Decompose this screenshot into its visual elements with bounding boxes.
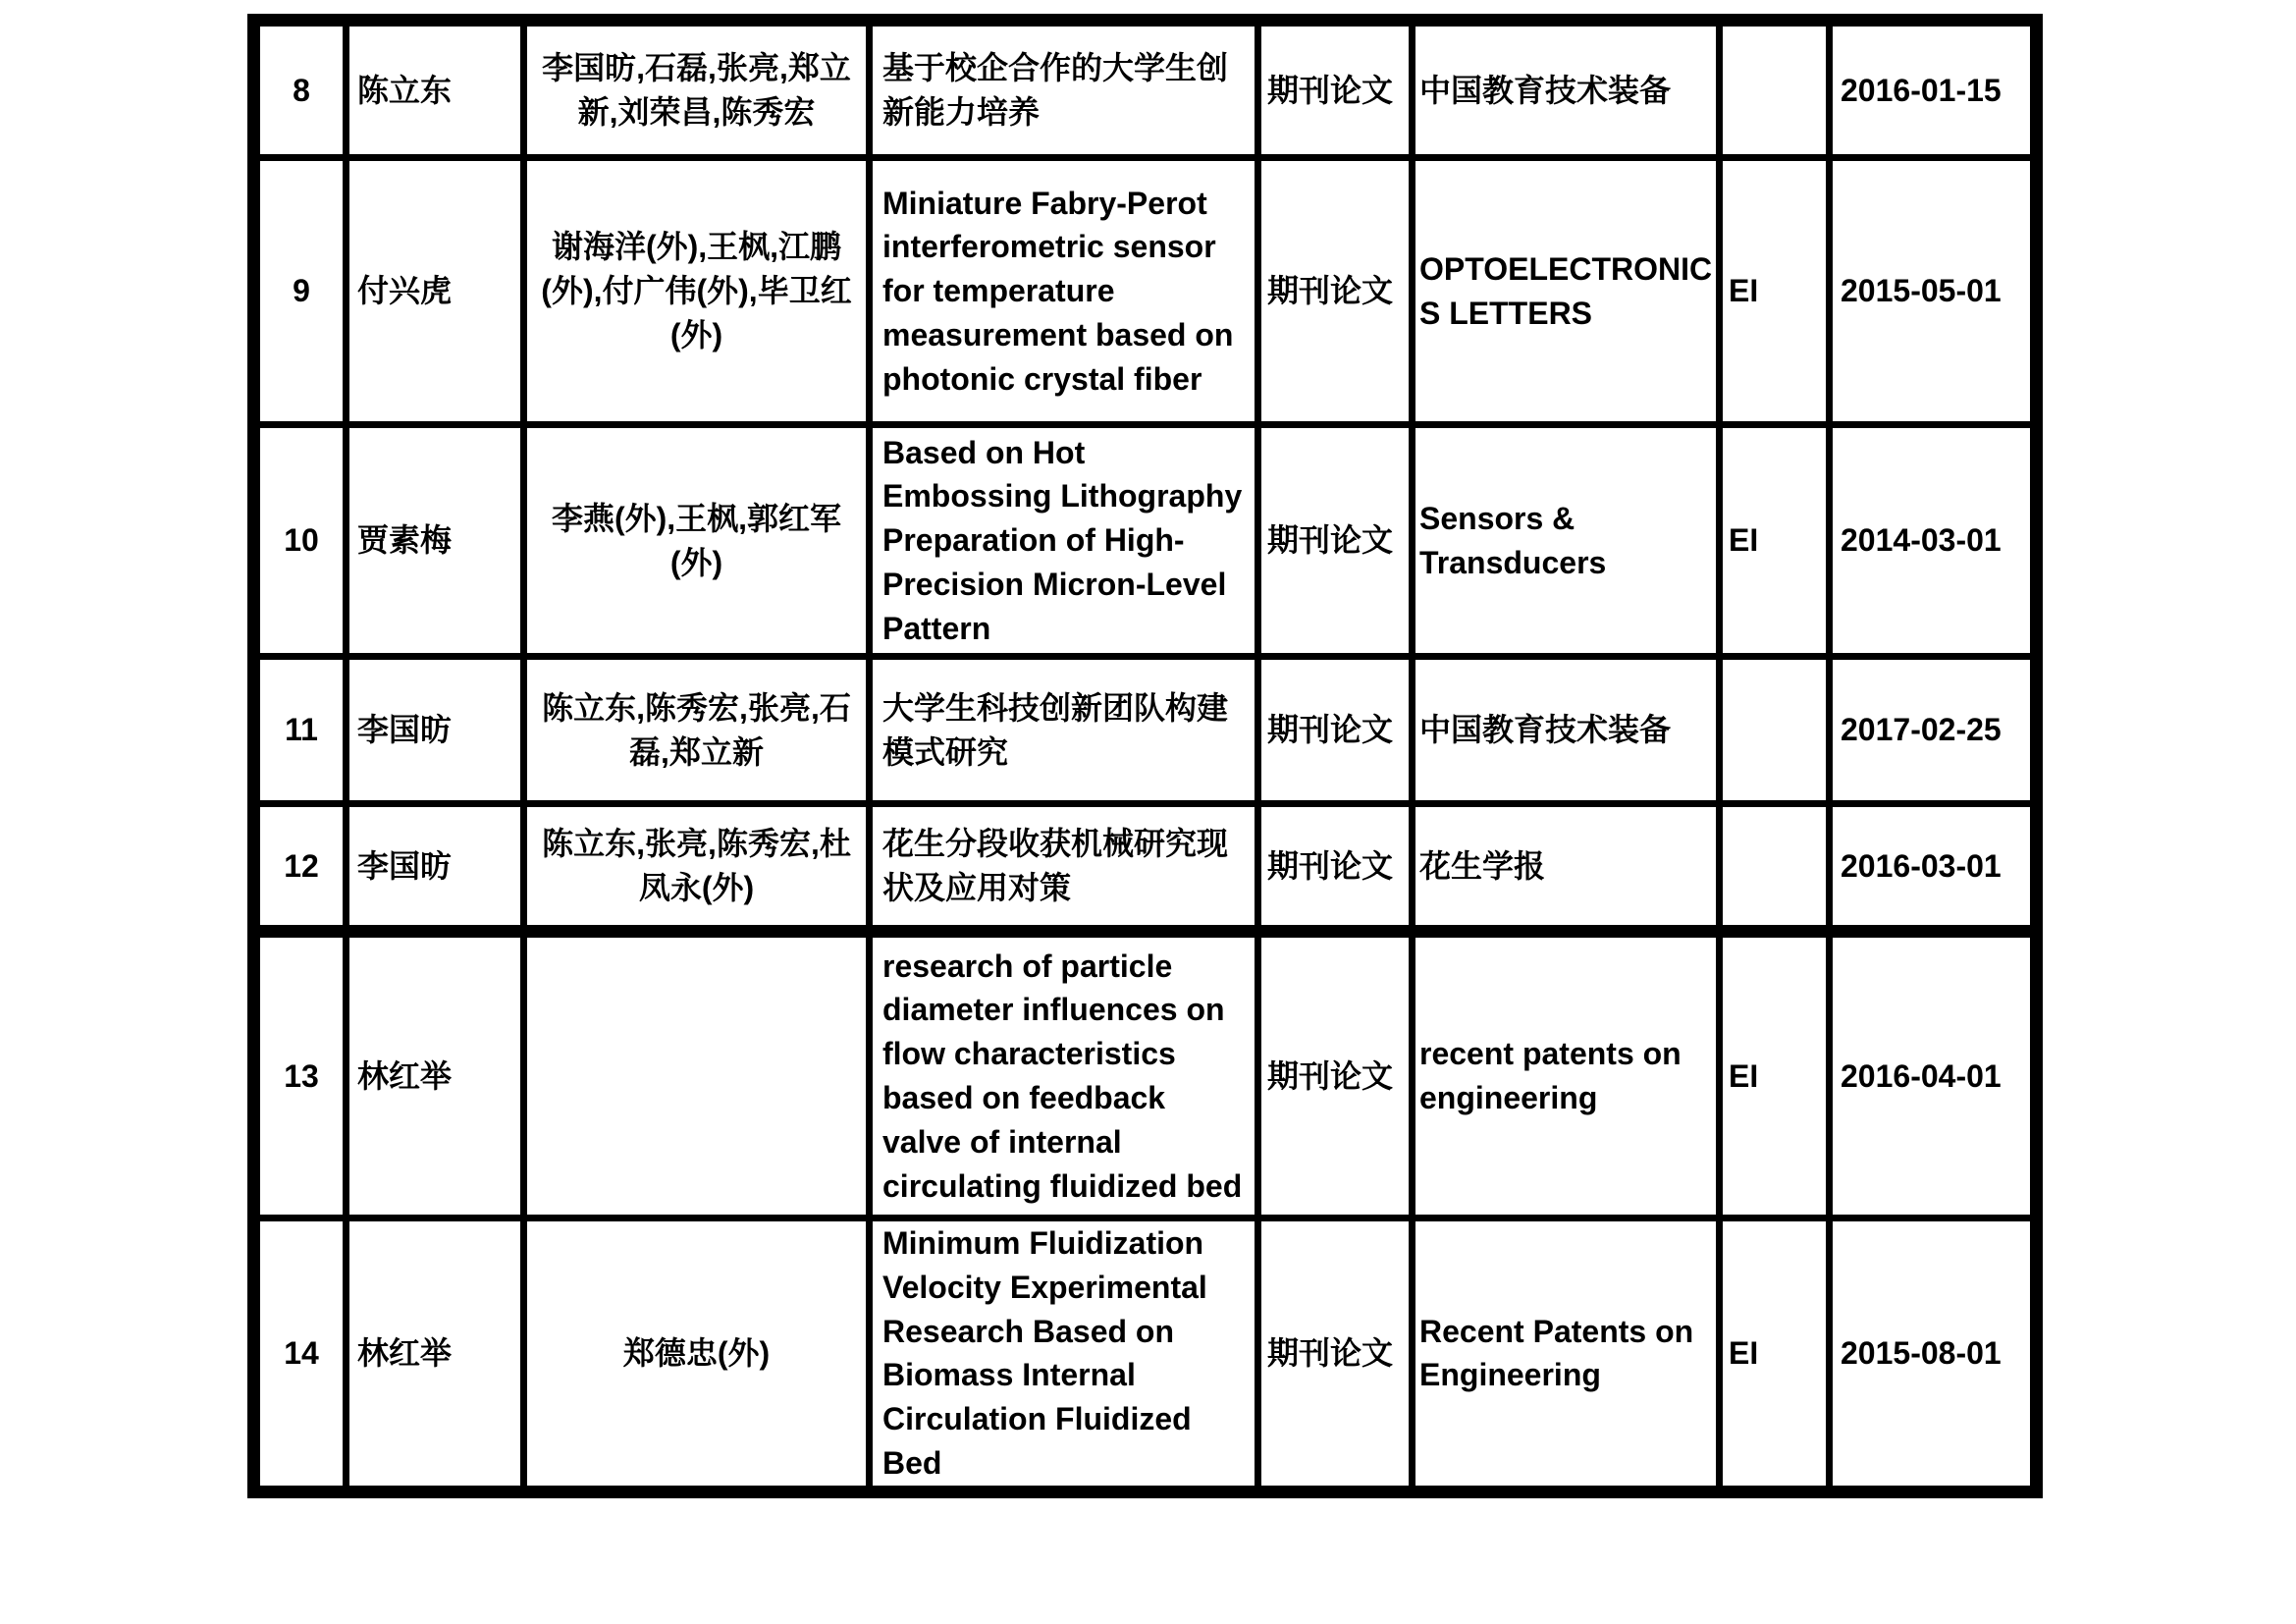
table-row <box>254 804 2037 932</box>
cell-row-number: 13 <box>254 932 347 1218</box>
document-page <box>247 14 2043 1498</box>
cell-type: 期刊论文 <box>1258 21 1413 158</box>
cell-date: 2016-03-01 <box>1830 804 2037 932</box>
cell-title: 花生分段收获机械研究现状及应用对策 <box>870 804 1258 932</box>
publications-table-body <box>254 21 2037 1492</box>
cell-first-author: 陈立东 <box>347 21 524 158</box>
cell-co-authors: 李国昉,石磊,张亮,郑立新,刘荣昌,陈秀宏 <box>524 21 870 158</box>
cell-first-author: 李国昉 <box>347 657 524 804</box>
cell-type: 期刊论文 <box>1258 804 1413 932</box>
table-row <box>254 21 2037 158</box>
publications-table <box>247 14 2043 1498</box>
cell-type: 期刊论文 <box>1258 657 1413 804</box>
cell-co-authors: 陈立东,张亮,陈秀宏,杜凤永(外) <box>524 804 870 932</box>
cell-journal: Recent Patents on Engineering <box>1413 1218 1720 1492</box>
cell-first-author: 林红举 <box>347 932 524 1218</box>
cell-title: 基于校企合作的大学生创新能力培养 <box>870 21 1258 158</box>
cell-type: 期刊论文 <box>1258 932 1413 1218</box>
cell-row-number: 8 <box>254 21 347 158</box>
cell-title: 大学生科技创新团队构建模式研究 <box>870 657 1258 804</box>
table-row <box>254 425 2037 657</box>
cell-journal: OPTOELECTRONICS LETTERS <box>1413 158 1720 425</box>
cell-date: 2015-05-01 <box>1830 158 2037 425</box>
table-row <box>254 657 2037 804</box>
cell-type: 期刊论文 <box>1258 158 1413 425</box>
cell-first-author: 李国昉 <box>347 804 524 932</box>
cell-first-author: 付兴虎 <box>347 158 524 425</box>
cell-journal: Sensors & Transducers <box>1413 425 1720 657</box>
cell-type: 期刊论文 <box>1258 425 1413 657</box>
cell-date: 2016-01-15 <box>1830 21 2037 158</box>
cell-title: Based on Hot Embossing Lithography Preparation of High-Precision Micron-Level Pattern <box>870 425 1258 657</box>
cell-row-number: 10 <box>254 425 347 657</box>
cell-journal: 花生学报 <box>1413 804 1720 932</box>
cell-row-number: 9 <box>254 158 347 425</box>
cell-title: Miniature Fabry-Perot interferometric sensor for temperature measurement based on photonic crystal fiber <box>870 158 1258 425</box>
cell-first-author: 林红举 <box>347 1218 524 1492</box>
table-row <box>254 158 2037 425</box>
cell-date: 2015-08-01 <box>1830 1218 2037 1492</box>
cell-row-number: 14 <box>254 1218 347 1492</box>
cell-row-number: 11 <box>254 657 347 804</box>
cell-co-authors: 郑德忠(外) <box>524 1218 870 1492</box>
cell-co-authors: 李燕(外),王枫,郭红军(外) <box>524 425 870 657</box>
cell-index <box>1720 21 1830 158</box>
cell-co-authors <box>524 932 870 1218</box>
cell-index: EI <box>1720 158 1830 425</box>
cell-index: EI <box>1720 1218 1830 1492</box>
cell-index <box>1720 657 1830 804</box>
cell-first-author: 贾素梅 <box>347 425 524 657</box>
cell-co-authors: 陈立东,陈秀宏,张亮,石磊,郑立新 <box>524 657 870 804</box>
cell-date: 2016-04-01 <box>1830 932 2037 1218</box>
cell-date: 2017-02-25 <box>1830 657 2037 804</box>
cell-date: 2014-03-01 <box>1830 425 2037 657</box>
cell-type: 期刊论文 <box>1258 1218 1413 1492</box>
cell-title: Minimum Fluidization Velocity Experimental Research Based on Biomass Internal Circulation Fluidized Bed <box>870 1218 1258 1492</box>
cell-row-number: 12 <box>254 804 347 932</box>
cell-co-authors: 谢海洋(外),王枫,江鹏(外),付广伟(外),毕卫红(外) <box>524 158 870 425</box>
cell-journal: 中国教育技术装备 <box>1413 21 1720 158</box>
cell-journal: recent patents on engineering <box>1413 932 1720 1218</box>
cell-journal: 中国教育技术装备 <box>1413 657 1720 804</box>
cell-index: EI <box>1720 932 1830 1218</box>
table-row <box>254 932 2037 1218</box>
cell-title: research of particle diameter influences on flow characteristics based on feedback valve of internal circulating fluidized bed <box>870 932 1258 1218</box>
cell-index: EI <box>1720 425 1830 657</box>
table-row <box>254 1218 2037 1492</box>
cell-index <box>1720 804 1830 932</box>
